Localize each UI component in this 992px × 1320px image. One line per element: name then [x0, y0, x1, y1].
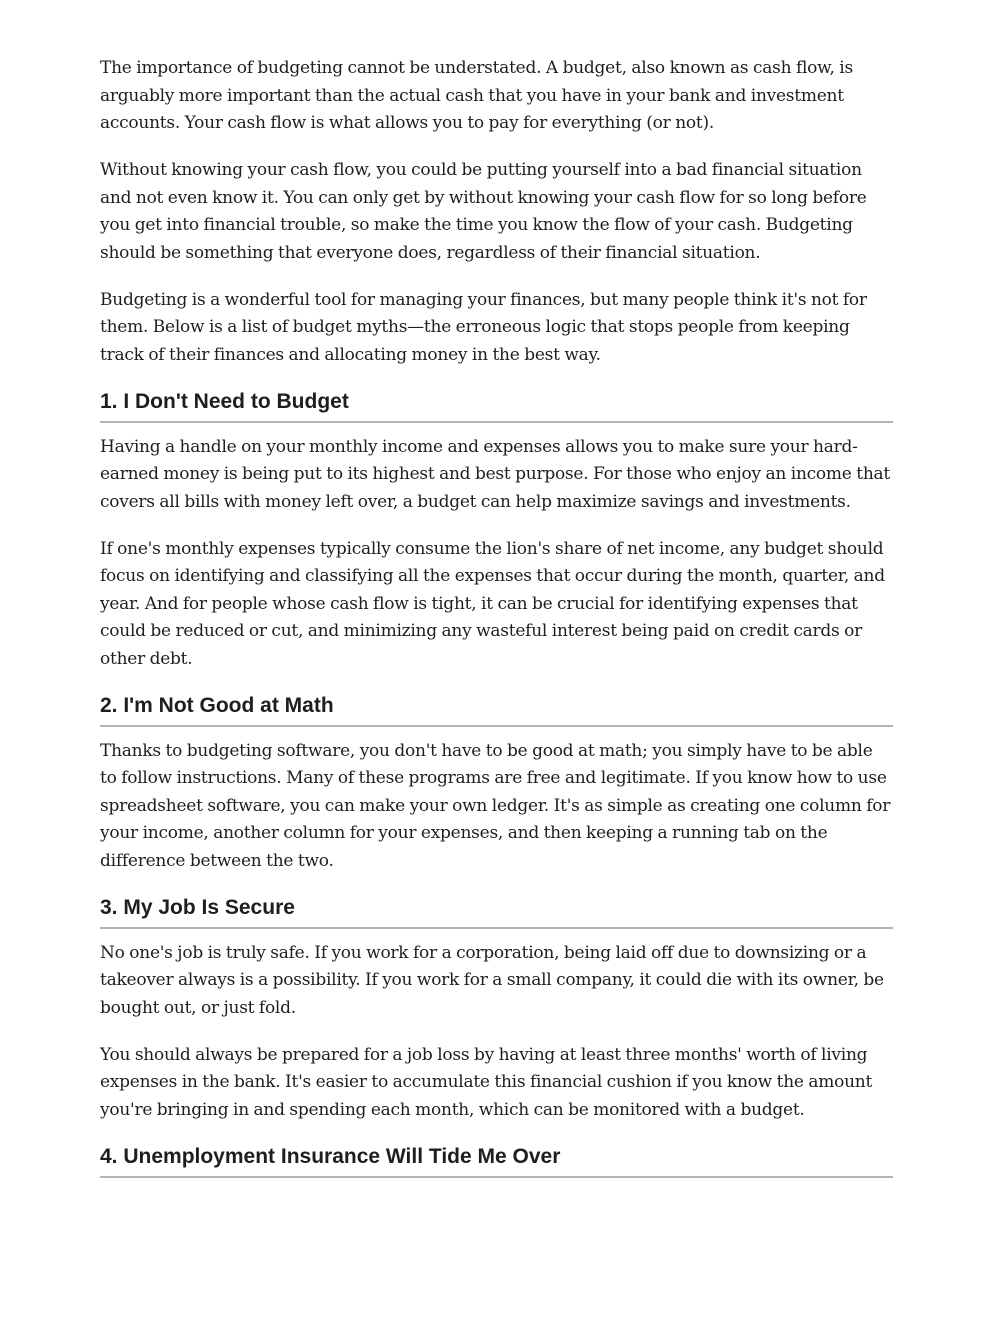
- section-paragraph: Having a handle on your monthly income and expenses allows you to make sure your hard-earned money is being put to its highest and best purpose. For those who enjoy an income that covers all bills with money left over, a budget can help maximize savings and investments.: [100, 436, 890, 512]
- section-paragraph: You should always be prepared for a job loss by having at least three months' worth of living expenses in the bank. It's easier to accumulate this financial cushion if you know the amount you're bringing in and spending each month, which can be monitored with a budget.: [100, 1044, 873, 1120]
- section-not-good-at-math: [100, 693, 893, 876]
- intro-paragraph: The importance of budgeting cannot be understated. A budget, also known as cash flow, is arguably more important than the actual cash that you have in your bank and investment accounts. Your cash flow is what allows you to pay for everything (or not).: [100, 58, 853, 133]
- section-job-secure: [100, 895, 893, 1125]
- intro-paragraph: Budgeting is a wonderful tool for managing your finances, but many people think it's not for them. Below is a list of budget myths—the erroneous logic that stops people from keeping track of their finances and allocating money in the best way.: [100, 289, 867, 365]
- section-heading: 2. I'm Not Good at Math: [100, 693, 893, 727]
- section-paragraph: If one's monthly expenses typically consume the lion's share of net income, any budget should focus on identifying and classifying all the expenses that occur during the month, quarter, and year. And for people whose cash flow is tight, it can be crucial for identifying expenses that could be reduced or cut, and minimizing any wasteful interest being paid on credit cards or other debt.: [100, 538, 885, 669]
- intro-paragraph: Without knowing your cash flow, you could be putting yourself into a bad financial situation and not even know it. You can only get by without knowing your cash flow for so long before you get into financial trouble, so make the time you know the flow of your cash. Budgeting should be something that everyone does, regardless of their financial situation.: [100, 160, 867, 263]
- section-heading: 1. I Don't Need to Budget: [100, 389, 893, 423]
- section-heading: 4. Unemployment Insurance Will Tide Me Over: [100, 1144, 893, 1178]
- section-unemployment-insurance: [100, 1144, 893, 1178]
- section-dont-need-budget: [100, 389, 893, 674]
- section-paragraph: Thanks to budgeting software, you don't have to be good at math; you simply have to be able to follow instructions. Many of these programs are free and legitimate. If you know how to use spreadsheet software, you can make your own ledger. It's as simple as creating one column for your income, another column for your expenses, and then keeping a running tab on the difference between the two.: [100, 740, 891, 871]
- section-paragraph: No one's job is truly safe. If you work for a corporation, being laid off due to downsizing or a takeover always is a possibility. If you work for a small company, it could die with its owner, be bought out, or just fold.: [100, 942, 884, 1018]
- section-heading: 3. My Job Is Secure: [100, 895, 893, 929]
- article-body: [100, 55, 893, 1189]
